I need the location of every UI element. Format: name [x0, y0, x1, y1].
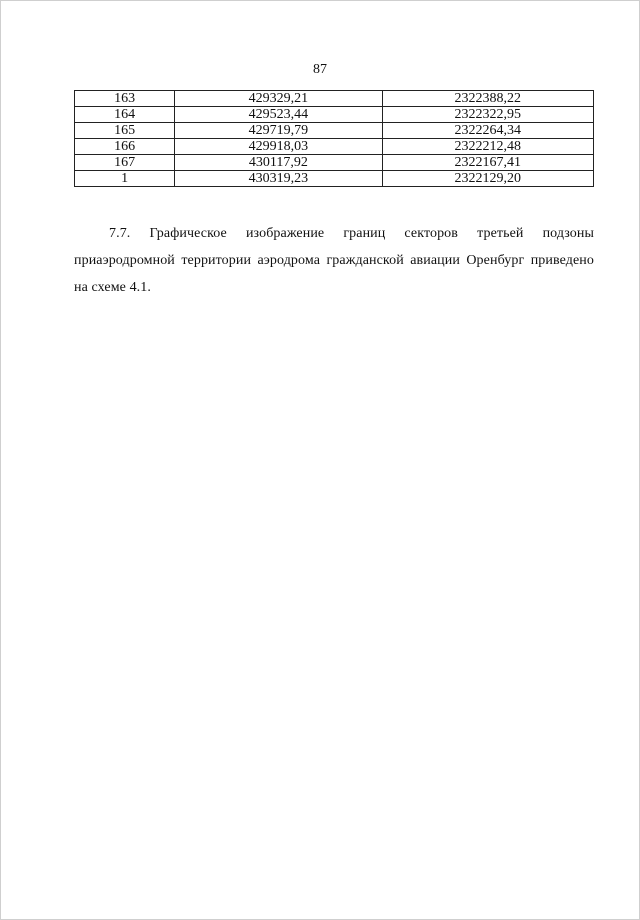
x-coordinate-cell: 430117,92 [175, 155, 382, 171]
coordinates-table [74, 90, 594, 187]
x-coordinate-cell: 429918,03 [175, 139, 382, 155]
table-row [75, 139, 594, 155]
y-coordinate-cell: 2322322,95 [382, 107, 593, 123]
point-number-cell: 165 [75, 123, 175, 139]
table-row [75, 107, 594, 123]
x-coordinate-cell: 430319,23 [175, 171, 382, 187]
y-coordinate-cell: 2322212,48 [382, 139, 593, 155]
y-coordinate-cell: 2322129,20 [382, 171, 593, 187]
point-number-cell: 167 [75, 155, 175, 171]
point-number-cell: 1 [75, 171, 175, 187]
x-coordinate-cell: 429329,21 [175, 91, 382, 107]
table-row [75, 171, 594, 187]
point-number-cell: 166 [75, 139, 175, 155]
section-paragraph: 7.7. Графическое изображение границ секторов третьей подзоны приаэродромной территории аэродрома гражданской авиации Оренбург приведено на схеме 4.1. [74, 226, 594, 295]
point-number-cell: 163 [75, 91, 175, 107]
x-coordinate-cell: 429523,44 [175, 107, 382, 123]
table-row [75, 123, 594, 139]
table-row [75, 91, 594, 107]
table-row [75, 155, 594, 171]
y-coordinate-cell: 2322264,34 [382, 123, 593, 139]
point-number-cell: 164 [75, 107, 175, 123]
page-number: 87 [313, 62, 327, 77]
y-coordinate-cell: 2322167,41 [382, 155, 593, 171]
y-coordinate-cell: 2322388,22 [382, 91, 593, 107]
x-coordinate-cell: 429719,79 [175, 123, 382, 139]
